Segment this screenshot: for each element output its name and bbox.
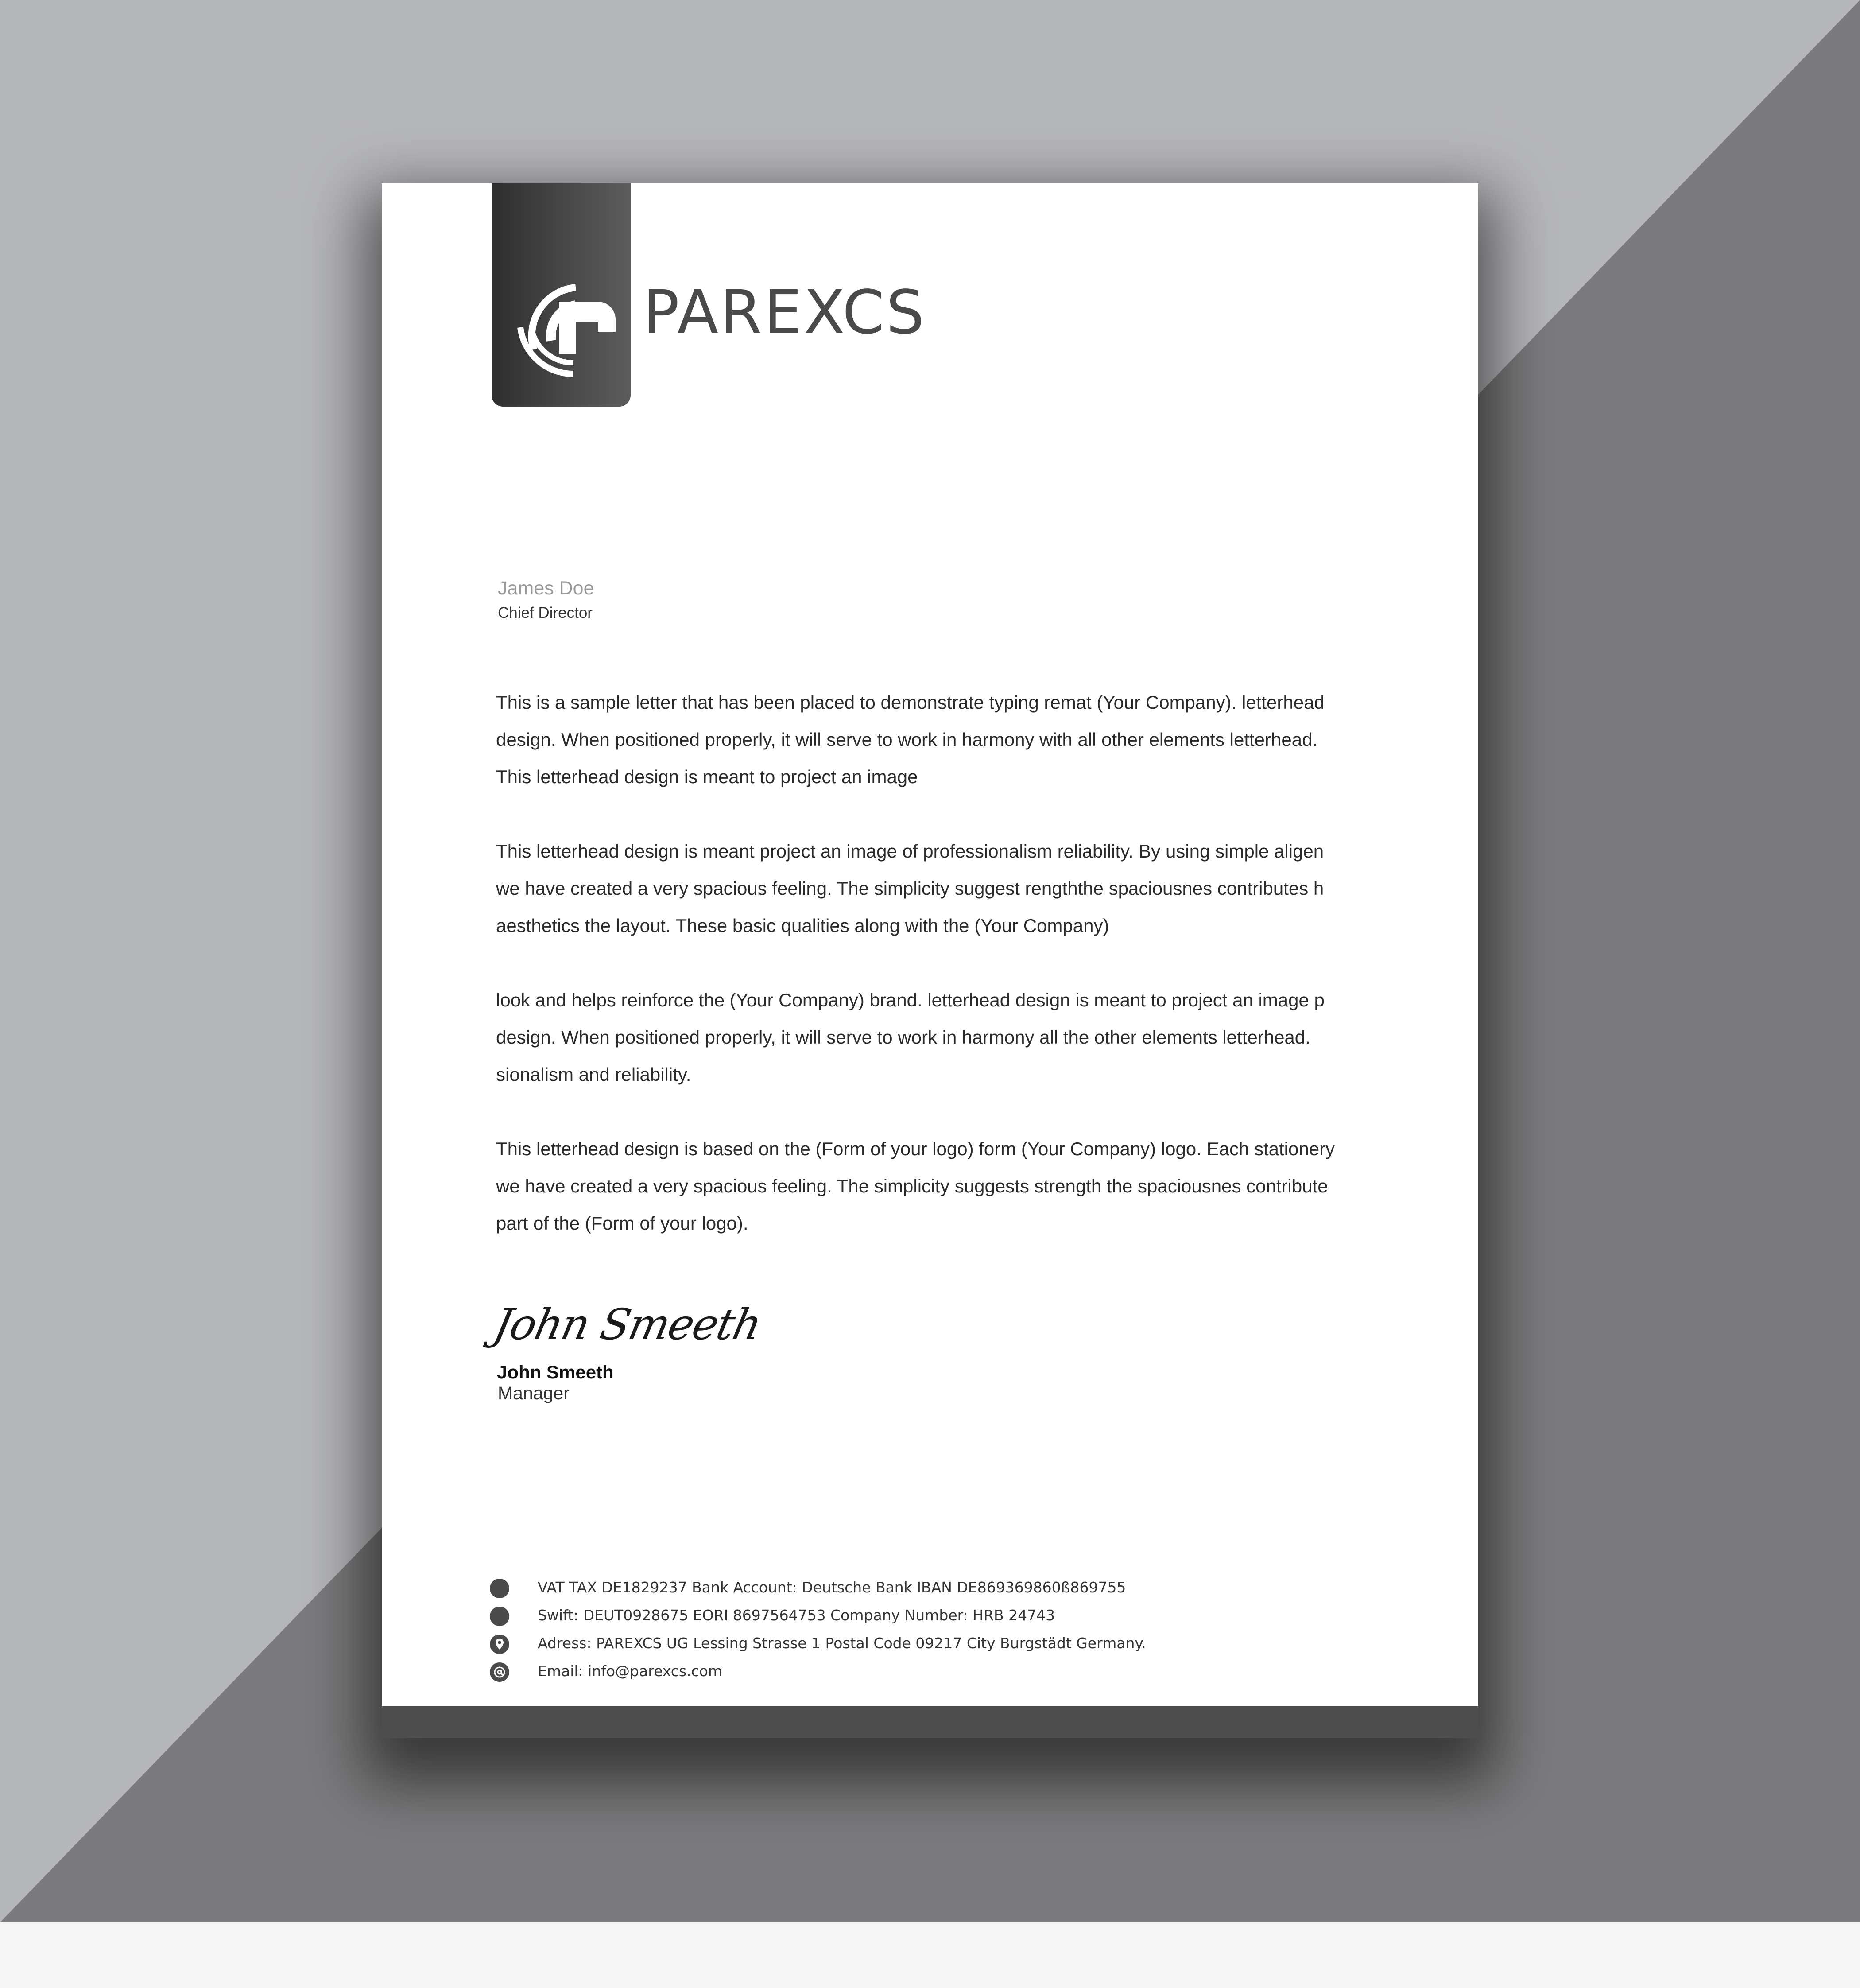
brand-name: PAREXCS [643, 278, 926, 348]
paragraph [496, 982, 1426, 1093]
footer-item [489, 1604, 1463, 1632]
body-line: This is a sample letter that has been placed to demonstrate typing remat (Your Company). letterhead [496, 692, 1325, 713]
footer-bar [382, 1706, 1478, 1738]
company-details-footer [489, 1576, 1463, 1688]
handwritten-signature: John Smeeth [489, 1300, 766, 1349]
logo-tab [492, 183, 631, 407]
body-line: design. When positioned properly, it will serve to work in harmony all the other elements letterhead. [496, 1027, 1310, 1048]
recipient-title: Chief Director [498, 604, 593, 621]
body-line: we have created a very spacious feeling. The simplicity suggest rengththe spaciousnes contributes h [496, 878, 1324, 899]
paragraph [496, 833, 1426, 944]
circle-bullet-icon [489, 1578, 510, 1599]
body-line: sionalism and reliability. [496, 1064, 691, 1085]
body-line: look and helps reinforce the (Your Company) brand. letterhead design is meant to project an image p [496, 990, 1325, 1010]
footer-item [489, 1632, 1463, 1660]
location-pin-icon [489, 1634, 510, 1655]
parexcs-logo-icon [509, 261, 616, 385]
body-line: aesthetics the layout. These basic qualities along with the (Your Company) [496, 915, 1109, 936]
signer-name: John Smeeth [497, 1362, 614, 1382]
body-line: design. When positioned properly, it will serve to work in harmony with all other elements letterhead. [496, 729, 1318, 750]
footer-item [489, 1576, 1463, 1604]
signer-title: Manager [498, 1383, 570, 1403]
footer-text: Adress: PAREXCS UG Lessing Strasse 1 Postal Code 09217 City Burgstädt Germany. [538, 1635, 1146, 1652]
paragraph [496, 1130, 1426, 1242]
letter-body [496, 684, 1426, 1279]
circle-bullet-icon [489, 1606, 510, 1627]
body-line: This letterhead design is based on the (Form of your logo) form (Your Company) logo. Each stationery [496, 1138, 1335, 1159]
email-at-icon [489, 1662, 510, 1683]
body-line: This letterhead design is meant project an image of professionalism reliability. By using simple aligen [496, 841, 1324, 862]
letterhead-page [382, 183, 1478, 1738]
footer-text: Email: info@parexcs.com [538, 1662, 723, 1680]
body-line: part of the (Form of your logo). [496, 1213, 748, 1234]
recipient-name: James Doe [498, 578, 594, 599]
floor-strip [0, 1922, 1860, 1988]
paragraph [496, 684, 1426, 796]
body-line: This letterhead design is meant to project an image [496, 766, 918, 787]
footer-text: Swift: DEUT0928675 EORI 8697564753 Company Number: HRB 24743 [538, 1607, 1055, 1624]
footer-item [489, 1660, 1463, 1688]
footer-text: VAT TAX DE1829237 Bank Account: Deutsche Bank IBAN DE869369860ß869755 [538, 1579, 1126, 1596]
body-line: we have created a very spacious feeling. The simplicity suggests strength the spaciousnes contribute [496, 1176, 1328, 1196]
